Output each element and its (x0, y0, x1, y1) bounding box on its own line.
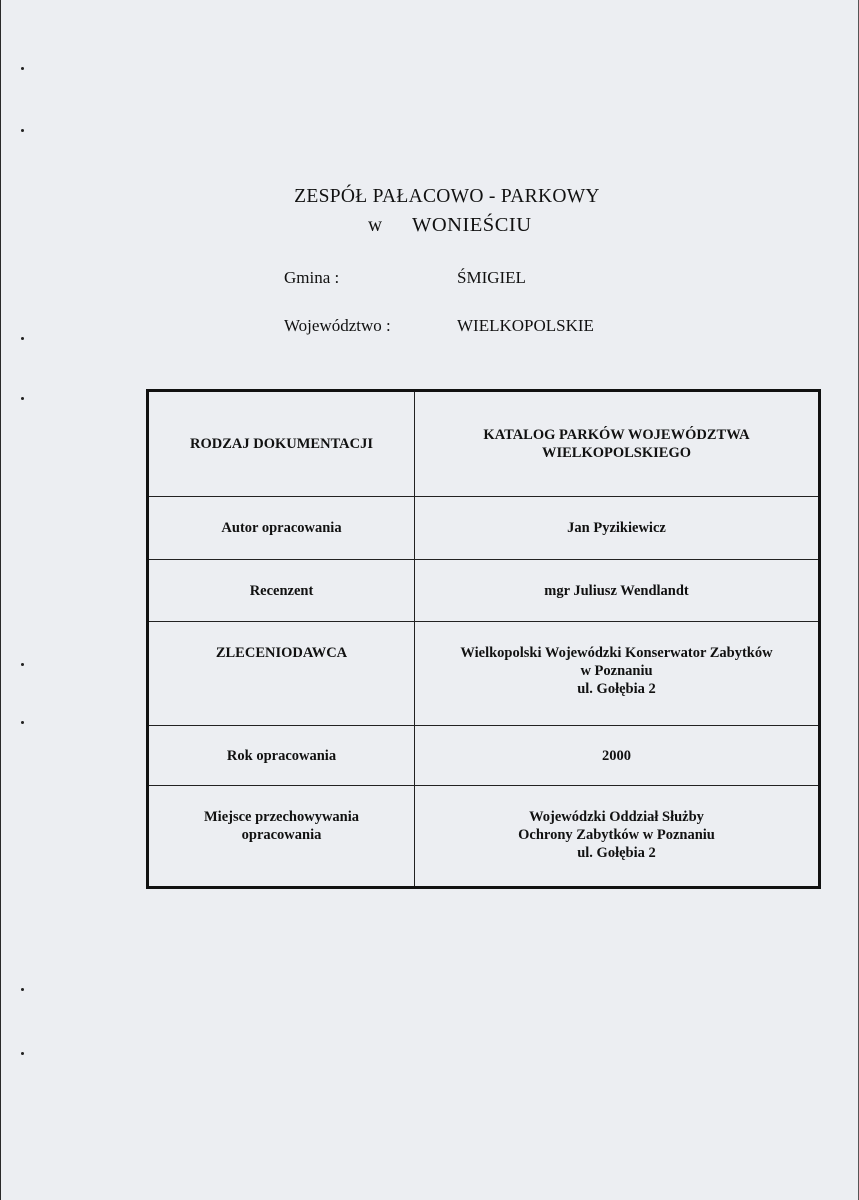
scan-speck (21, 337, 24, 340)
cell-text: Rok opracowania (226, 747, 337, 764)
cell-line: ul. Gołębia 2 (577, 845, 656, 861)
cell-line: Wojewódzki Oddział Służby (529, 809, 704, 825)
row-label-cell (148, 786, 415, 888)
gmina-label: Gmina : (284, 268, 340, 287)
cell-text: Autor opracowania (221, 520, 342, 536)
cell-line: w Poznaniu (580, 663, 653, 679)
table-row (148, 622, 820, 726)
row-value-cell (415, 622, 820, 726)
table-row (148, 786, 820, 888)
row-label-cell (148, 560, 415, 622)
wojewodztwo-label: Województwo : (284, 316, 391, 335)
gmina-value: ŚMIGIEL (457, 268, 526, 287)
cell-line: mgr Juliusz Wendlandt (544, 582, 689, 599)
row-label-cell (148, 726, 415, 786)
row-value-cell (415, 786, 820, 888)
row-value-cell (415, 497, 820, 560)
row-label-cell (148, 497, 415, 560)
cell-text: RODZAJ DOKUMENTACJI (190, 436, 373, 452)
cell-line: Jan Pyzikiewicz (567, 520, 666, 536)
cell-line: Wielkopolski Wojewódzki Konserwator Zabytków (460, 645, 773, 661)
scan-left-edge (0, 0, 1, 1200)
document-subtitle (368, 214, 532, 237)
scan-speck (21, 67, 24, 70)
scan-speck (21, 1052, 24, 1055)
cell-line: Miejsce przechowywania (203, 809, 360, 825)
document-title: ZESPÓŁ PAŁACOWO - PARKOWY (294, 186, 600, 207)
place-name: WONIEŚCIU (412, 214, 532, 236)
scan-speck (21, 397, 24, 400)
cell-line: KATALOG PARKÓW WOJEWÓDZTWA (483, 427, 750, 443)
table-row (148, 497, 820, 560)
cell-line: 2000 (602, 747, 631, 764)
row-value-cell (415, 726, 820, 786)
scan-speck (21, 129, 24, 132)
scan-speck (21, 721, 24, 724)
table-row (148, 726, 820, 786)
row-value-cell (415, 560, 820, 622)
scan-speck (21, 988, 24, 991)
wojewodztwo-value: WIELKOPOLSKIE (457, 316, 594, 335)
table-row (148, 560, 820, 622)
row-label-cell (148, 391, 415, 497)
row-label-cell (148, 622, 415, 726)
title-prefix: w (368, 215, 383, 236)
table-row (148, 391, 820, 497)
cell-text: ZLECENIODAWCA (215, 645, 348, 661)
cell-text: Recenzent (249, 582, 314, 599)
scan-speck (21, 663, 24, 666)
cell-line: opracowania (241, 827, 322, 843)
cell-line: Ochrony Zabytków w Poznaniu (518, 827, 715, 843)
cell-line: ul. Gołębia 2 (577, 681, 656, 697)
documentation-table (146, 389, 821, 889)
cell-line: WIELKOPOLSKIEGO (541, 445, 692, 461)
row-value-cell (415, 391, 820, 497)
